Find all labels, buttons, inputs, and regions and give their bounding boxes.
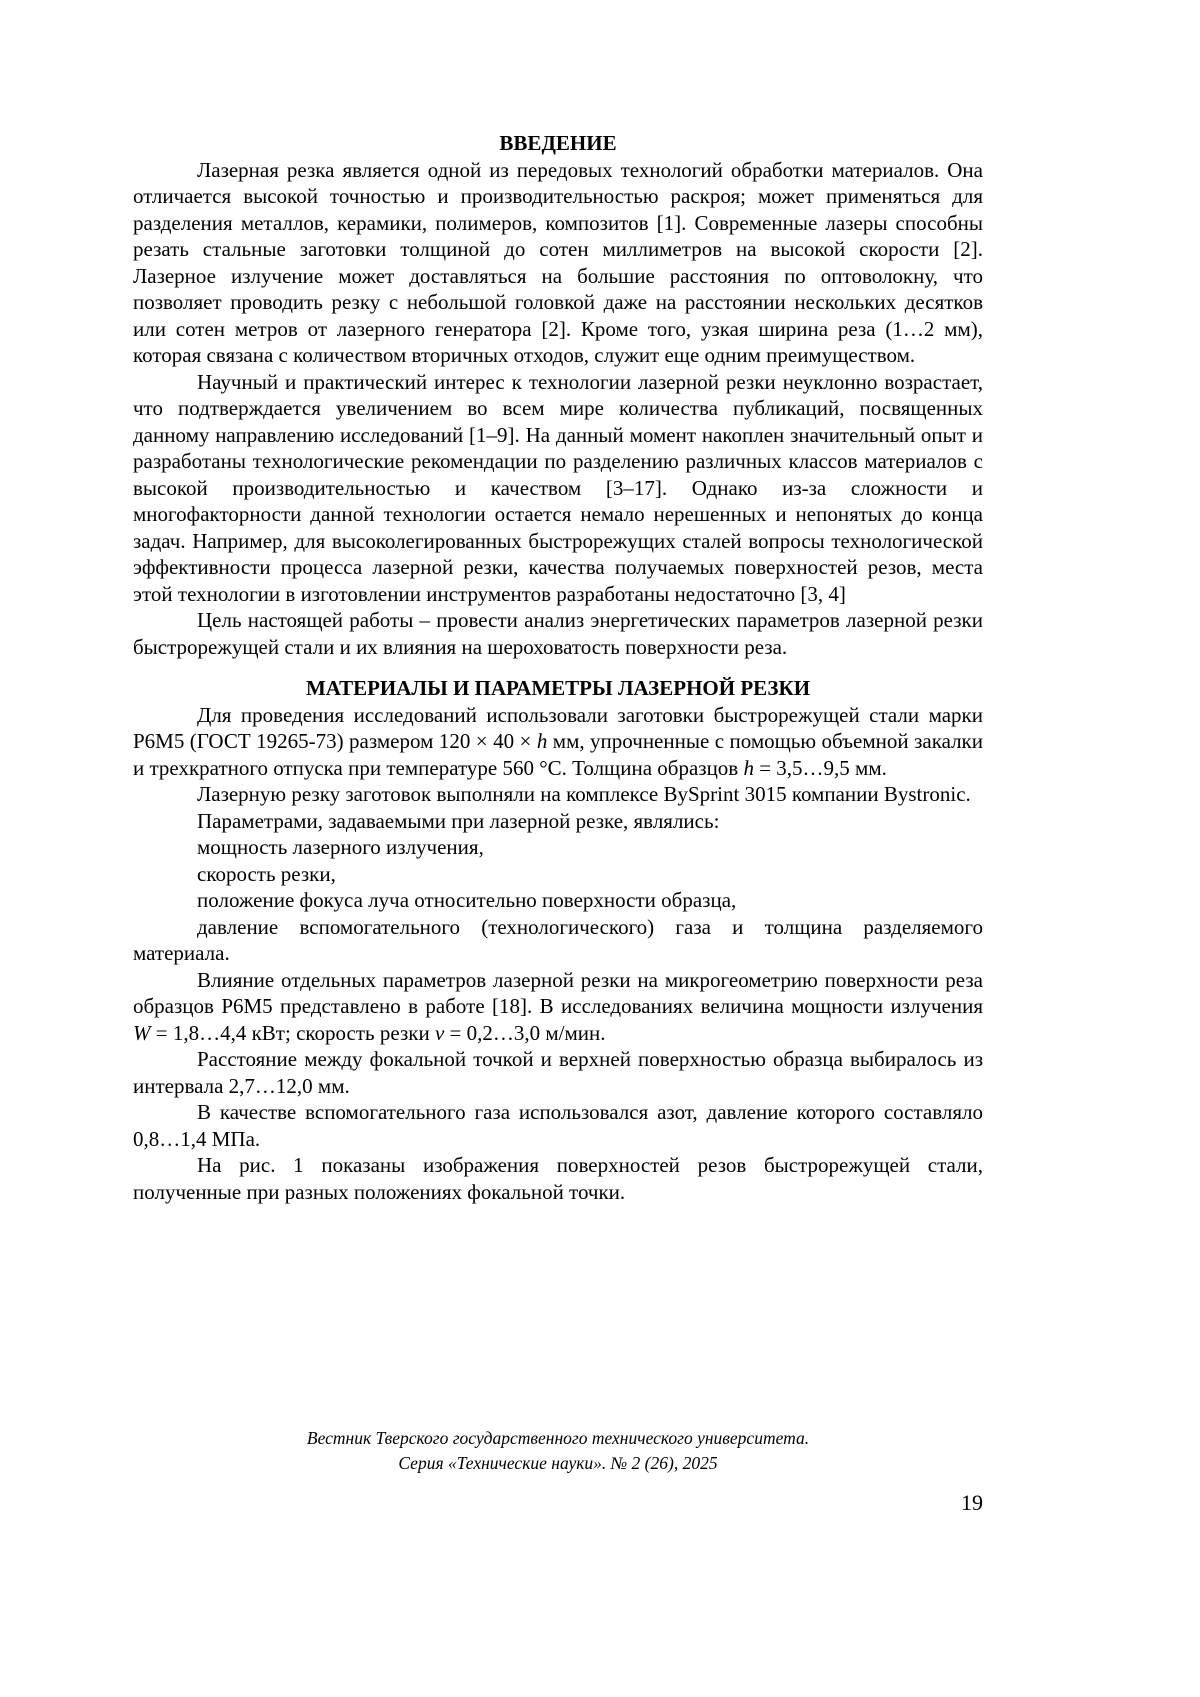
section-heading-introduction: ВВЕДЕНИЕ	[499, 131, 617, 155]
materials-paragraph-6: В качестве вспомогательного газа использовался азот, давление которого составляло 0,8…1,4 МПа.	[133, 1100, 983, 1151]
materials-paragraph-3: Параметрами, задаваемыми при лазерной резке, являлись:	[197, 808, 720, 833]
section-heading-materials: МАТЕРИАЛЫ И ПАРАМЕТРЫ ЛАЗЕРНОЙ РЕЗКИ	[305, 676, 811, 700]
materials-paragraph-4: Влияние отдельных параметров лазерной резки на микрогеометрию поверхности реза образцов Р6М5 представлено в работе [18]. В исследованиях величина мощности излучения W = 1,8…4,4 кВт; скорость резки v = 0,2…3,0 м/мин.	[133, 967, 983, 1045]
materials-paragraph-7: На рис. 1 показаны изображения поверхностей резов быстрорежущей стали, полученные при разных положениях фокальной точки.	[133, 1153, 983, 1204]
footer-journal-title: Вестник Тверского государственного технического университета.	[306, 1428, 810, 1448]
intro-paragraph-1: Лазерная резка является одной из передовых технологий обработки материалов. Она отличается высокой точностью и производительностью раскроя; может применяться для разделения металлов, керамики, полимеров, композитов [1]. Современные лазеры способны резать стальные заготовки толщиной до сотен миллиметров на высокой скорости [2]. Лазерное излучение может доставляться на большие расстояния по оптоволокну, что позволяет проводить резку с небольшой головкой даже на расстоянии нескольких десятков или сотен метров от лазерного генератора [2]. Кроме того, узкая ширина реза (1…2 мм), которая связана с количеством вторичных отходов, служит еще одним преимуществом.	[133, 157, 983, 367]
page-body	[133, 130, 983, 1205]
footer-journal-issue: Серия «Технические науки». № 2 (26), 2025	[398, 1453, 718, 1473]
materials-list-item-1: мощность лазерного излучения,	[197, 835, 484, 859]
intro-paragraph-2: Научный и практический интерес к технологии лазерной резки неуклонно возрастает, что подтверждается увеличением во всем мире количества публикаций, посвященных данному направлению исследований [1–9]. На данный момент накоплен значительный опыт и разработаны технологические рекомендации по разделению различных классов материалов с высокой производительностью и качеством [3–17]. Однако из-за сложности и многофакторности данной технологии остается немало нерешенных и непонятых до конца задач. Например, для высоколегированных быстрорежущих сталей вопросы технологической эффективности процесса лазерной резки, качества получаемых поверхностей резов, места этой технологии в изготовлении инструментов разработаны недостаточно [3, 4]	[133, 369, 983, 606]
materials-paragraph-1: Для проведения исследований использовали заготовки быстрорежущей стали марки Р6М5 (ГОСТ 19265-73) размером 120 × 40 × h мм, упрочненные с помощью объемной закалки и трехкратного отпуска при температуре 560 °С. Толщина образцов h = 3,5…9,5 мм.	[133, 702, 984, 780]
materials-list-item-4: давление вспомогательного (технологического) газа и толщина разделяемого материала.	[133, 914, 983, 965]
page-number: 19	[961, 1490, 983, 1515]
materials-list-item-2: скорость резки,	[197, 861, 336, 886]
materials-paragraph-5: Расстояние между фокальной точкой и верхней поверхностью образца выбиралось из интервала 2,7…12,0 мм.	[133, 1047, 983, 1098]
materials-paragraph-2: Лазерную резку заготовок выполняли на комплексе BySprint 3015 компании Bystronic.	[197, 782, 971, 806]
materials-list-item-3: положение фокуса луча относительно поверхности образца,	[197, 888, 737, 912]
journal-footer	[133, 1426, 983, 1476]
intro-paragraph-3: Цель настоящей работы – провести анализ энергетических параметров лазерной резки быстрорежущей стали и их влияния на шероховатость поверхности реза.	[133, 608, 983, 659]
